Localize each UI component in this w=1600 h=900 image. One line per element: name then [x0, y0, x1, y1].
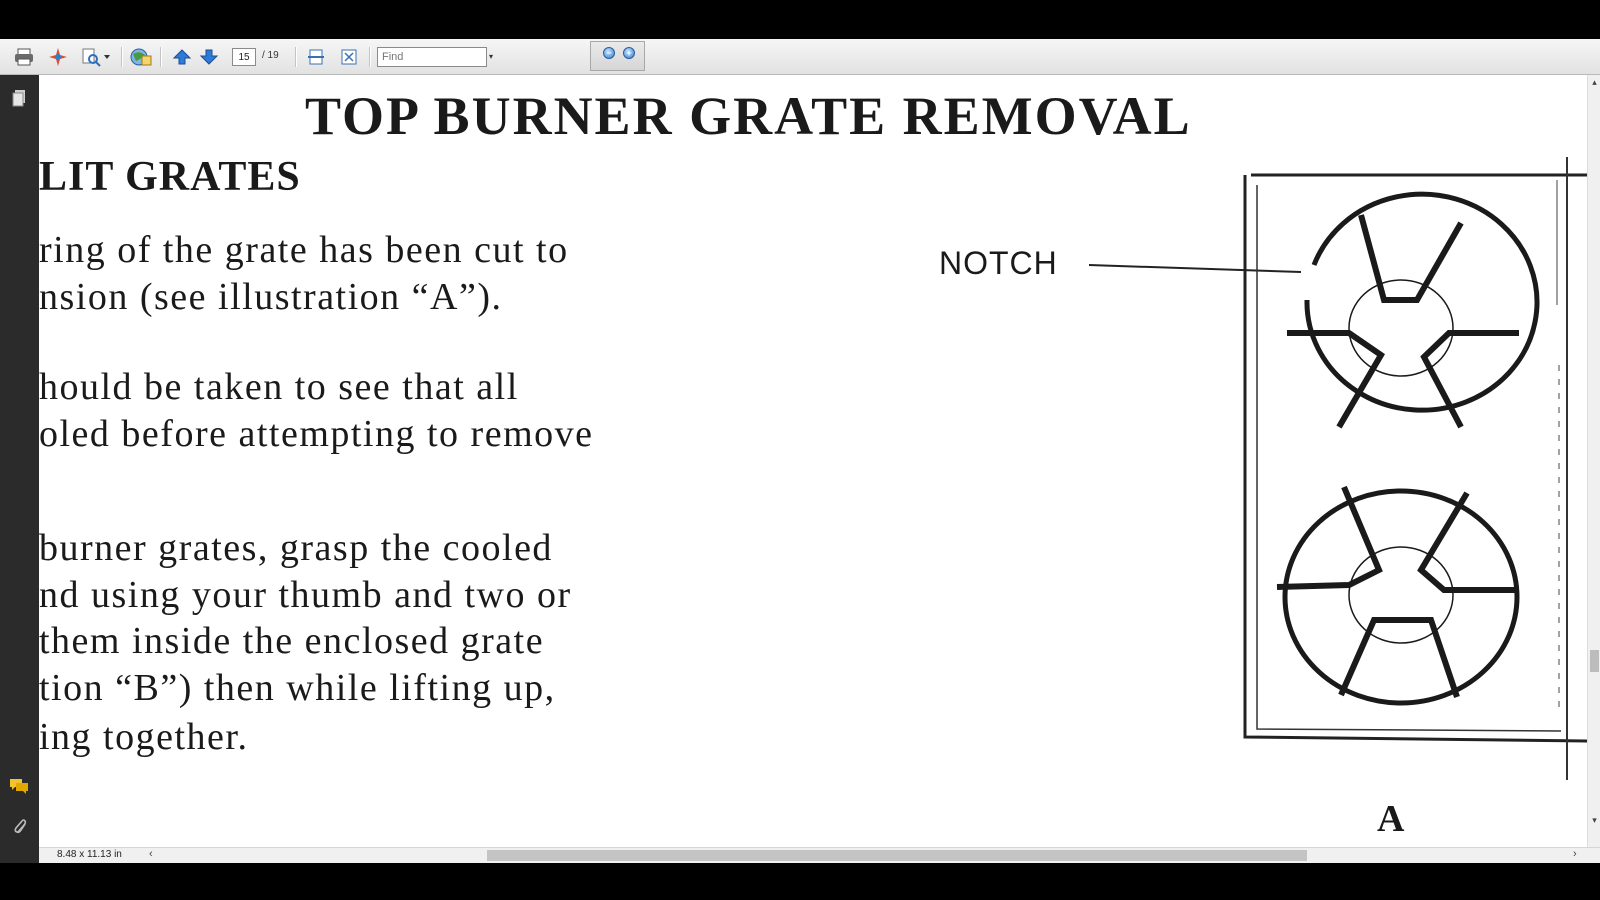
print-icon[interactable]: [13, 46, 35, 68]
body-text-line: ing together.: [39, 716, 249, 758]
globe-icon[interactable]: [130, 46, 152, 68]
find-options-chevron-icon[interactable]: ▾: [489, 52, 494, 61]
tools-icon[interactable]: [47, 46, 69, 68]
page-number-input[interactable]: 15: [232, 48, 256, 66]
comments-icon[interactable]: [8, 775, 30, 797]
vertical-scroll-thumb[interactable]: [1590, 650, 1599, 672]
body-text-line: them inside the enclosed grate: [39, 620, 545, 662]
previous-page-arrow-icon[interactable]: [171, 46, 193, 68]
fit-width-icon[interactable]: [305, 46, 327, 68]
body-text-line: hould be taken to see that all: [39, 366, 519, 408]
page-total-label: / 19: [262, 50, 279, 61]
body-text-line: nsion (see illustration “A”).: [39, 276, 503, 318]
vertical-scrollbar[interactable]: [1587, 75, 1600, 847]
horizontal-scroll-thumb[interactable]: [487, 850, 1307, 861]
toolbar-divider: [160, 47, 162, 67]
window-bottom-bar: [0, 863, 1600, 900]
scroll-up-icon[interactable]: ▴: [1592, 77, 1597, 87]
attachment-icon[interactable]: [8, 815, 30, 837]
body-text-line: oled before attempting to remove: [39, 413, 594, 455]
pages-icon[interactable]: [8, 87, 30, 109]
page-title: TOP BURNER GRATE REMOVAL: [305, 86, 1192, 146]
scroll-right-icon[interactable]: ›: [1573, 848, 1577, 860]
page-size-label: 8.48 x 11.13 in: [57, 849, 122, 860]
scroll-down-icon[interactable]: ▾: [1592, 815, 1597, 825]
search-document-icon[interactable]: [80, 46, 102, 68]
toolbar-divider: [369, 47, 371, 67]
scroll-left-icon[interactable]: ‹: [149, 848, 153, 860]
window-top-bar: [0, 0, 1600, 39]
zoom-in-icon[interactable]: +: [623, 47, 635, 59]
chevron-down-icon[interactable]: [102, 46, 112, 68]
notch-callout-label: NOTCH: [939, 245, 1058, 281]
fit-page-icon[interactable]: [338, 46, 360, 68]
zoom-controls: [590, 41, 645, 71]
body-text-line: ring of the grate has been cut to: [39, 229, 569, 271]
body-text-line: tion “B”) then while lifting up,: [39, 667, 556, 709]
zoom-out-icon[interactable]: −: [603, 47, 615, 59]
toolbar-divider: [121, 47, 123, 67]
pdf-toolbar: [0, 39, 1600, 75]
grate-illustration: [39, 75, 1587, 847]
navigation-panel: [0, 75, 39, 863]
figure-label: A: [1377, 798, 1405, 840]
status-bar: [39, 847, 1600, 863]
section-heading: LIT GRATES: [39, 154, 301, 200]
toolbar-divider: [295, 47, 297, 67]
body-text-line: burner grates, grasp the cooled: [39, 527, 553, 569]
next-page-arrow-icon[interactable]: [198, 46, 220, 68]
document-page-view[interactable]: [39, 75, 1587, 847]
find-input[interactable]: [377, 47, 487, 67]
body-text-line: nd using your thumb and two or: [39, 574, 572, 616]
